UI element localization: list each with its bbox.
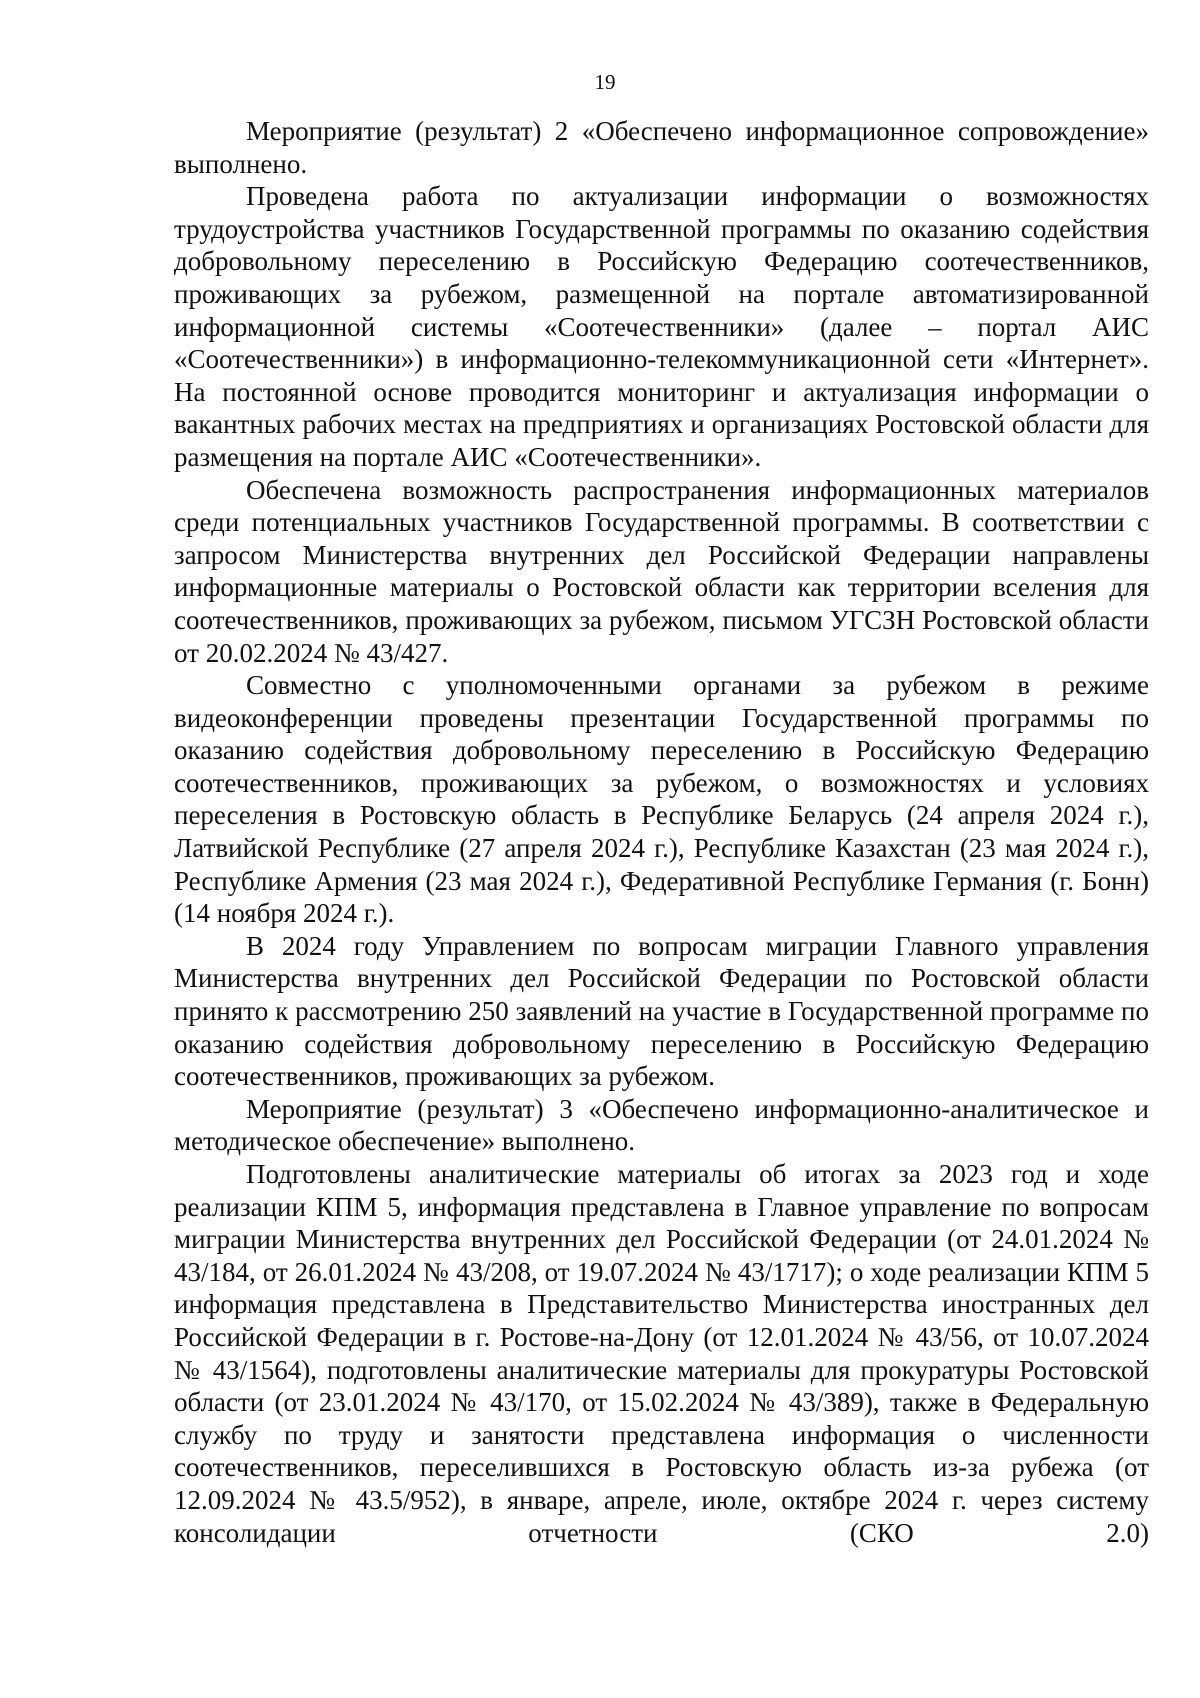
paragraph-applications-2024: В 2024 году Управлением по вопросам миграции Главного управления Министерства внутренних дел Российской Федерации по Ростовской области принято к рассмотрению 250 заявлений на участие в Государственной программе по оказанию содействия добровольному переселению в Российскую Федерацию соотечественников, проживающих за рубежом. bbox=[174, 930, 1149, 1092]
document-body bbox=[174, 115, 1149, 1549]
paragraph-event-2: Мероприятие (результат) 2 «Обеспечено информационное сопровождение» выполнено. bbox=[174, 116, 1149, 179]
paragraph-analytical-materials: Подготовлены аналитические материалы об итогах за 2023 год и ходе реализации КПМ 5, информация представлена в Главное управление по вопросам миграции Министерства внутренних дел Российской Федерации (от 24.01.2024 № 43/184, от 26.01.2024 № 43/208, от 19.07.2024 № 43/1717); о ходе реализации КПМ 5 информация представлена в Представительство Министерства иностранных дел Российской Федерации в г. Ростове-на-Дону (от 12.01.2024 № 43/56, от 10.07.2024 № 43/1564), подготовлены аналитические материалы для прокуратуры Ростовской области (от 23.01.2024 № 43/170, от 15.02.2024 № 43/389), также в Федеральную службу по труду и занятости представлена информация о численности соотечественников, переселившихся в Ростовскую область из-за рубежа (от 12.09.2024 № 43.5/952), в январе, апреле, июле, октябре 2024 г. через систему консолидации отчетности (СКО 2.0) bbox=[174, 1159, 1149, 1548]
paragraph-presentations: Совместно с уполномоченными органами за рубежом в режиме видеоконференции проведены презентации Государственной программы по оказанию содействия добровольному переселению в Российскую Федерацию соотечественников, проживающих за рубежом, о возможностях и условиях переселения в Ростовскую область в Республике Беларусь (24 апреля 2024 г.), Латвийской Республике (27 апреля 2024 г.), Республике Казахстан (23 мая 2024 г.), Республике Армения (23 мая 2024 г.), Федеративной Республике Германия (г. Бонн) (14 ноября 2024 г.). bbox=[174, 670, 1149, 929]
paragraph-job-info-update: Проведена работа по актуализации информации о возможностях трудоустройства участников Государственной программы по оказанию содействия добровольному переселению в Российскую Федерацию соотечественников, проживающих за рубежом, размещенной на портале автоматизированной информационной системы «Соотечественники» (далее – портал АИС «Соотечественники») в информационно-телекоммуникационной сети «Интернет». На постоянной основе проводится мониторинг и актуализация информации о вакантных рабочих местах на предприятиях и организациях Ростовской области для размещения на портале АИС «Соотечественники». bbox=[174, 181, 1149, 472]
page-number: 19 bbox=[594, 70, 616, 94]
paragraph-info-materials: Обеспечена возможность распространения информационных материалов среди потенциальных участников Государственной программы. В соответствии с запросом Министерства внутренних дел Российской Федерации направлены информационные материалы о Ростовской области как территории вселения для соотечественников, проживающих за рубежом, письмом УГСЗН Ростовской области от 20.02.2024 № 43/427. bbox=[174, 474, 1149, 668]
paragraph-event-3: Мероприятие (результат) 3 «Обеспечено информационно-аналитическое и методическое обеспечение» выполнено. bbox=[174, 1093, 1149, 1157]
